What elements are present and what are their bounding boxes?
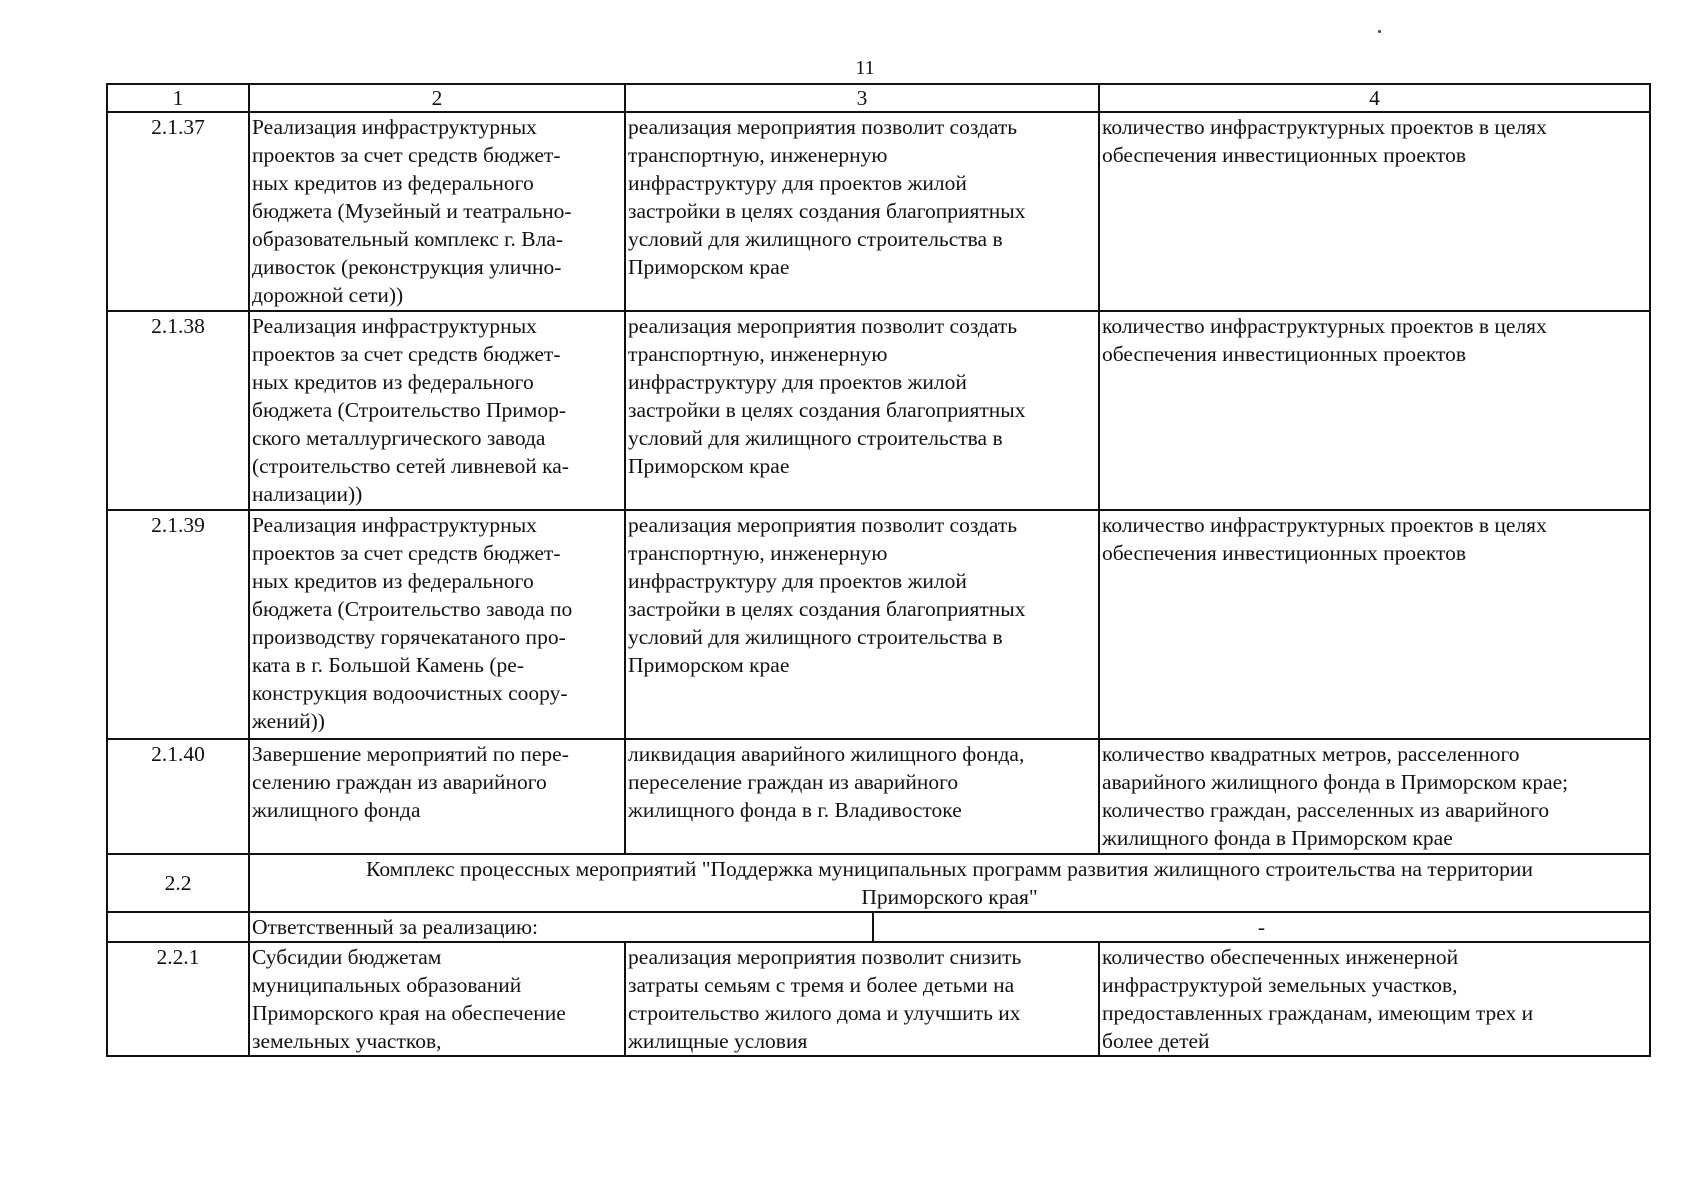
measure-result: реализация мероприятия позволит создать транспортную, инженерную инфраструктуру для проектов жилой застройки в целях создания благоприятных условий для жилищного строительства в Приморском крае [625,510,1099,739]
measure-result: реализация мероприятия позволит создать транспортную, инженерную инфраструктуру для проектов жилой застройки в целях создания благоприятных условий для жилищного строительства в Приморском крае [625,112,1099,311]
measure-indicator: количество инфраструктурных проектов в целях обеспечения инвестиционных проектов [1099,112,1650,311]
table-row [107,112,1650,311]
row-number: 2.2.1 [107,942,249,1056]
measure-result: реализация мероприятия позволит создать транспортную, инженерную инфраструктуру для проектов жилой застройки в целях создания благоприятных условий для жилищного строительства в Приморском крае [625,311,1099,510]
measure-name: Реализация инфраструктурных проектов за счет средств бюджет- ных кредитов из федерального бюджета (Музейный и театрально- образовательный комплекс г. Вла- дивосток (реконструкция улично- дорожной сети)) [249,112,625,311]
header-col-3: 3 [625,84,1099,112]
row-number: 2.1.37 [107,112,249,311]
page-number: 11 [855,57,875,79]
table-row [107,739,1650,854]
row-number: 2.1.40 [107,739,249,854]
measure-indicator: количество инфраструктурных проектов в целях обеспечения инвестиционных проектов [1099,510,1650,739]
measure-name: Субсидии бюджетам муниципальных образований Приморского края на обеспечение земельных участков, [249,942,625,1056]
responsible-value: - [1257,915,1266,939]
measure-name: Завершение мероприятий по пере- селению граждан из аварийного жилищного фонда [249,739,625,854]
responsible-label: Ответственный за реализацию: [250,913,874,941]
header-col-1: 1 [107,84,249,112]
measure-indicator: количество инфраструктурных проектов в целях обеспечения инвестиционных проектов [1099,311,1650,510]
table-row [107,510,1650,739]
measure-name: Реализация инфраструктурных проектов за счет средств бюджет- ных кредитов из федерального бюджета (Строительство Примор- ского металлургического завода (строительство сетей ливневой ка- нализации)) [249,311,625,510]
measure-indicator: количество обеспеченных инженерной инфраструктурой земельных участков, предоставленных гражданам, имеющим трех и более детей [1099,942,1650,1056]
row-number: 2.1.38 [107,311,249,510]
complex-row [107,854,1650,912]
scan-speck [1378,30,1381,33]
measure-name: Реализация инфраструктурных проектов за счет средств бюджет- ных кредитов из федерального бюджета (Строительство завода по производству горячекатаного про- ката в г. Большой Камень (ре- конструкция водоочистных соору- жений)) [249,510,625,739]
header-col-2: 2 [249,84,625,112]
table-row [107,942,1650,1056]
responsible-inner [250,913,1649,941]
header-col-4: 4 [1099,84,1650,112]
table-row [107,311,1650,510]
row-number: 2.1.39 [107,510,249,739]
responsible-cell [249,912,1650,942]
responsible-empty-cell [107,912,249,942]
measure-result: реализация мероприятия позволит снизить затраты семьям с тремя и более детьми на строительство жилого дома и улучшить их жилищные условия [625,942,1099,1056]
responsible-row [107,912,1650,942]
measure-result: ликвидация аварийного жилищного фонда, переселение граждан из аварийного жилищного фонда в г. Владивостоке [625,739,1099,854]
measures-table [106,83,1651,1057]
complex-number: 2.2 [107,854,249,912]
complex-title: Комплекс процессных мероприятий "Поддержка муниципальных программ развития жилищного строительства на территории Приморского края" [249,854,1650,912]
table-header-row [107,84,1650,112]
measure-indicator: количество квадратных метров, расселенного аварийного жилищного фонда в Приморском крае; количество граждан, расселенных из аварийного жилищного фонда в Приморском крае [1099,739,1650,854]
